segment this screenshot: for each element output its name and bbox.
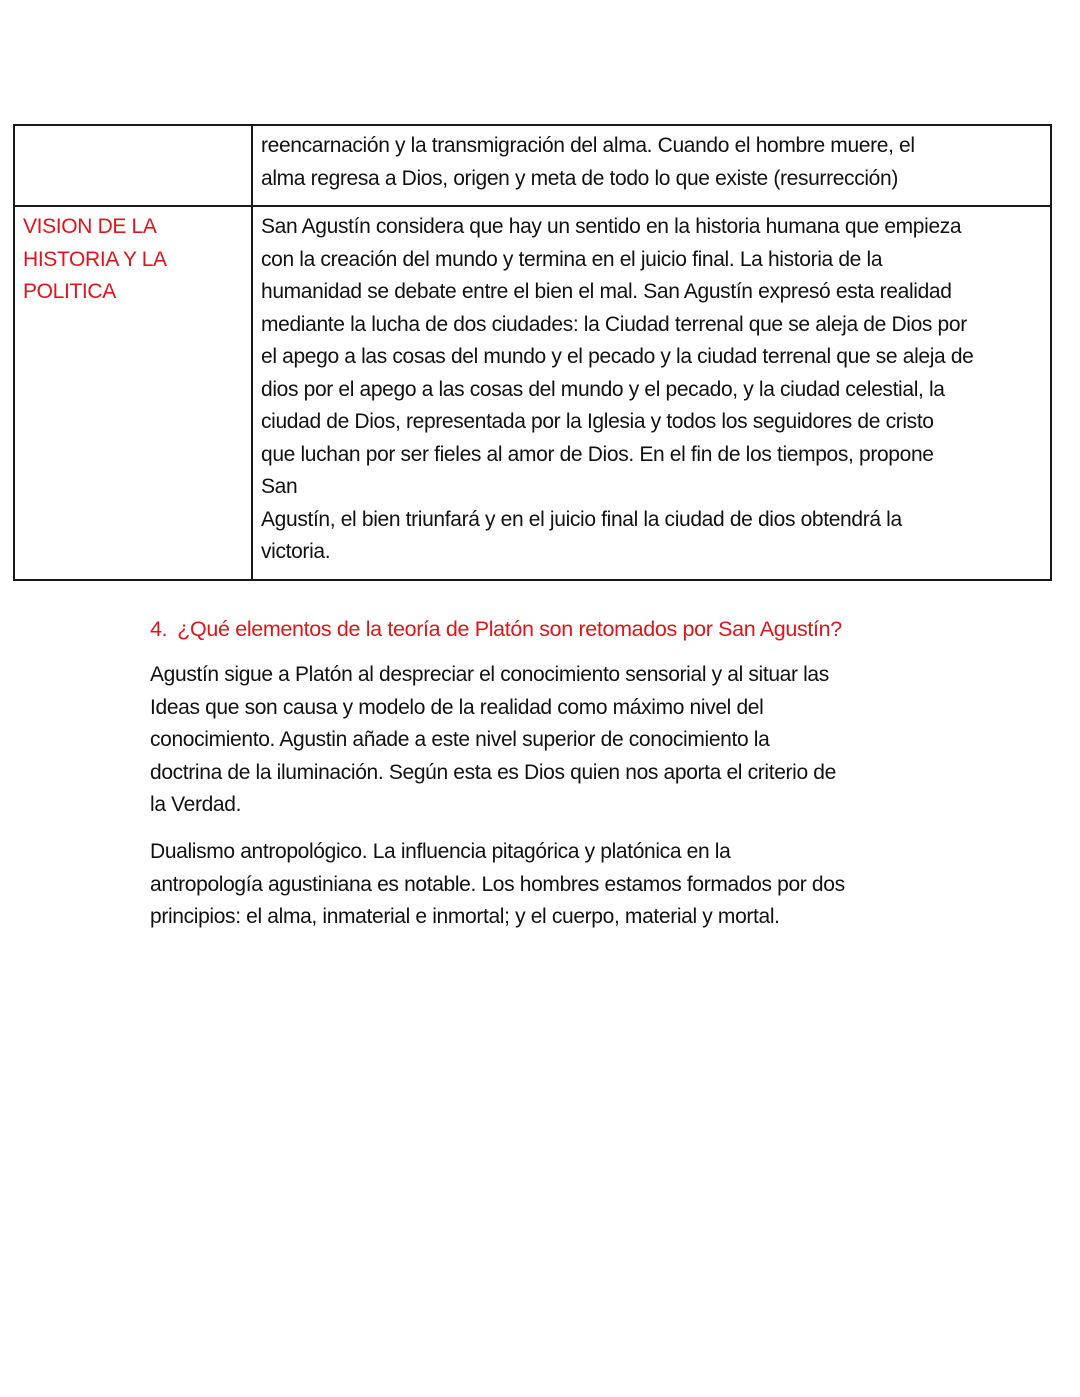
paragraph-line: Dualismo antropológico. La influencia pitagórica y platónica en la xyxy=(150,840,731,863)
answer-paragraph xyxy=(150,659,950,822)
concept-table xyxy=(13,124,1052,581)
cell-text-line: con la creación del mundo y termina en el juicio final. La historia de la xyxy=(261,247,883,271)
paragraph-line: principios: el alma, inmaterial e inmortal; y el cuerpo, material y mortal. xyxy=(150,905,780,928)
question-heading xyxy=(150,612,842,646)
answer-paragraph xyxy=(150,836,950,934)
cell-text-line: San Agustín considera que hay un sentido en la historia humana que empieza xyxy=(261,215,962,238)
question-number: 4. xyxy=(150,617,168,641)
table-label-cell xyxy=(14,206,252,580)
cell-text-line: alma regresa a Dios, origen y meta de todo lo que existe (resurrección) xyxy=(261,166,898,190)
table-label-cell xyxy=(14,125,252,206)
cell-text-line: victoria. xyxy=(261,540,331,563)
cell-text-line: humanidad se debate entre el bien el mal. San Agustín expresó esta realidad xyxy=(261,280,952,303)
table-content-cell xyxy=(252,125,1051,206)
cell-text-line: ciudad de Dios, representada por la Iglesia y todos los seguidores de cristo xyxy=(261,410,934,433)
cell-text-line: Agustín, el bien triunfará y en el juicio final la ciudad de dios obtendrá la xyxy=(261,507,902,531)
cell-text-line: que luchan por ser fieles al amor de Dios. En el fin de los tiempos, propone xyxy=(261,442,934,466)
row-label-line: POLITICA xyxy=(23,280,116,303)
paragraph-line: la Verdad. xyxy=(150,793,242,816)
row-label-line: HISTORIA Y LA xyxy=(23,247,167,271)
paragraph-line: Ideas que son causa y modelo de la realidad como máximo nivel del xyxy=(150,695,764,719)
question-text: ¿Qué elementos de la teoría de Platón son retomados por San Agustín? xyxy=(177,617,842,641)
paragraph-line: antropología agustiniana es notable. Los hombres estamos formados por dos xyxy=(150,872,845,896)
table-row xyxy=(14,206,1051,580)
row-label-line: VISION DE LA xyxy=(23,215,157,238)
cell-text-line: reencarnación y la transmigración del alma. Cuando el hombre muere, el xyxy=(261,134,915,157)
cell-text-line: dios por el apego a las cosas del mundo y el pecado, y la ciudad celestial, la xyxy=(261,377,945,401)
paragraph-line: doctrina de la iluminación. Según esta es Dios quien nos aporta el criterio de xyxy=(150,760,836,784)
paragraph-line: conocimiento. Agustin añade a este nivel superior de conocimiento la xyxy=(150,728,770,751)
table-content-cell xyxy=(252,206,1051,580)
paragraph-line: Agustín sigue a Platón al despreciar el conocimiento sensorial y al situar las xyxy=(150,663,829,686)
table-row xyxy=(14,125,1051,206)
cell-text-line: el apego a las cosas del mundo y el pecado y la ciudad terrenal que se aleja de xyxy=(261,345,974,368)
cell-text-line: mediante la lucha de dos ciudades: la Ciudad terrenal que se aleja de Dios por xyxy=(261,312,967,336)
cell-text-line: San xyxy=(261,475,298,498)
